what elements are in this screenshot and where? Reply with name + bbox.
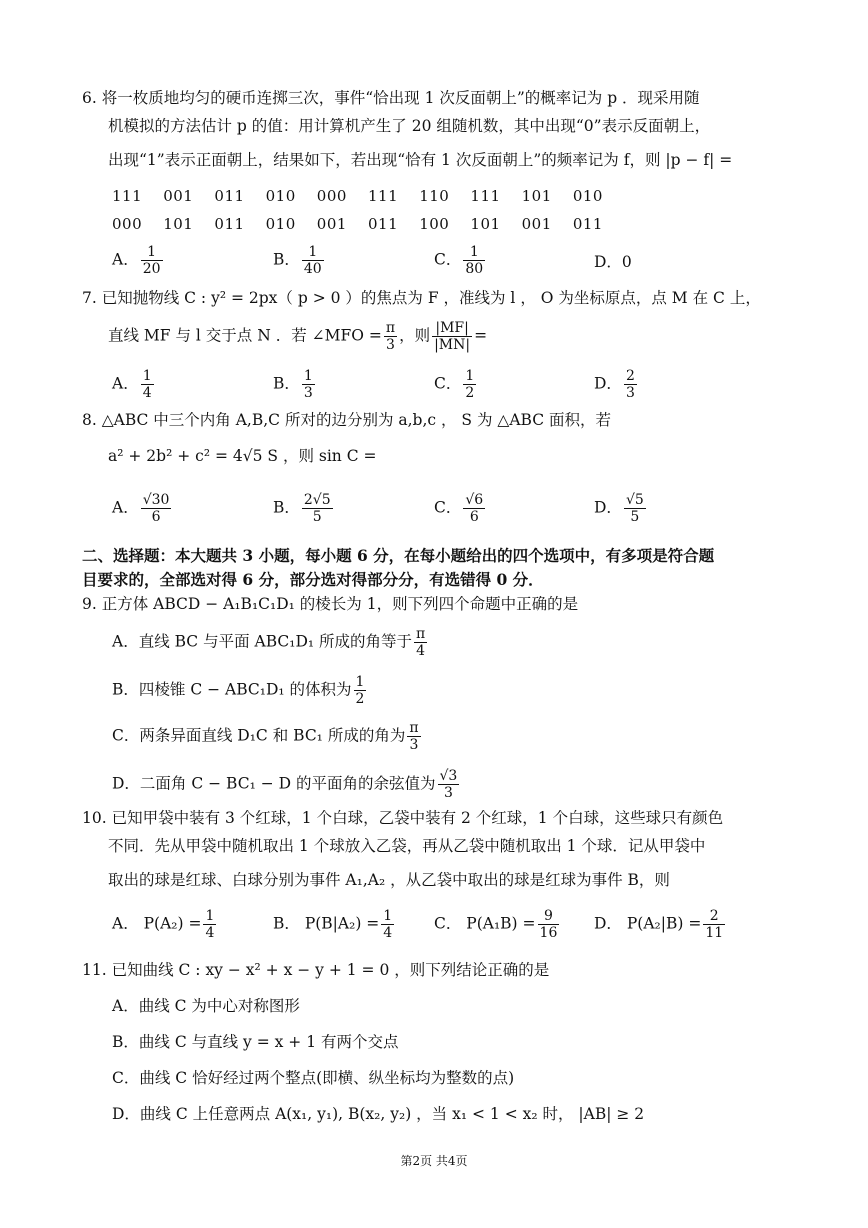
q8-option-d: D． $\frac{√5}{5}$ (594, 492, 644, 525)
q9-line1: 9. 正方体 ABCD − A₁B₁C₁D₁ 的棱长为 1，则下列四个命题中正确的是 (82, 595, 579, 613)
fraction: $\frac{\pi}{3}$ (385, 320, 396, 353)
q11-option-c: C．曲线 C 恰好经过两个整点(即横、纵坐标均为整数的点) (112, 1069, 515, 1087)
q10-option-a: A． P(A₂) = $\frac{1}{4}$ (112, 908, 215, 941)
q9-option-d: D．二面角 C − BC₁ − D 的平面角的余弦值为 $\frac{√3}{3}$ (112, 768, 458, 801)
q10-line2: 不同．先从甲袋中随机取出 1 个球放入乙袋，再从乙袋中随机取出 1 个球．记从甲袋中 (108, 837, 706, 855)
q10-option-d: D． P(A₂|B) = $\frac{2}{11}$ (594, 908, 724, 941)
q6-line3: 出现“1”表示正面朝上，结果如下，若出现“恰有 1 次反面朝上”的频率记为 f，则 |p − f| = (108, 151, 733, 169)
q10-line1: 10. 已知甲袋中装有 3 个红球，1 个白球，乙袋中装有 2 个红球，1 个白球，这些球只有颜色 (82, 809, 724, 827)
fraction: $\frac{1}{2}$ (355, 674, 365, 707)
q6-option-c (434, 244, 487, 277)
fraction: $\frac{2}{11}$ (705, 908, 724, 941)
q9-option-a: A．直线 BC 与平面 ABC₁D₁ 所成的角等于 $\frac{\pi}{4}$ (112, 626, 426, 659)
fraction: $\frac{2√5}{5}$ (303, 492, 331, 525)
q7-option-b: B． $\frac{1}{3}$ (273, 368, 313, 401)
fraction: $\frac{√6}{6}$ (465, 492, 484, 525)
q6-option-d: D．0 (594, 253, 632, 271)
option-label: B． (273, 250, 300, 269)
q7-line2: 直线 MF 与 l 交于点 N ．若 ∠MFO = $\frac{\pi}{3}$ ，则 $\frac{|MF|}{|MN|}$ = (108, 320, 488, 353)
fraction: $\frac{2}{3}$ (625, 368, 635, 401)
q6-random-row2: 000 101 011 010 001 011 100 101 001 011 (112, 215, 603, 233)
q10-option-c: C． P(A₁B) = $\frac{9}{16}$ (434, 908, 558, 941)
q11-option-d: D．曲线 C 上任意两点 A(x₁, y₁), B(x₂, y₂) ，当 x₁ < 1 < x₂ 时， |AB| ≥ 2 (112, 1105, 645, 1123)
q7-line1: 7. 已知抛物线 C : y² = 2px（ p > 0 ）的焦点为 F ，准线为 l ， O 为坐标原点，点 M 在 C 上， (82, 289, 761, 307)
q6-line2: 机模拟的方法估计 p 的值：用计算机产生了 20 组随机数，其中出现“0”表示反面朝上， (108, 117, 711, 135)
fraction: $\frac{√5}{5}$ (625, 492, 644, 525)
fraction: $\frac{\pi}{4}$ (416, 626, 426, 659)
q7-option-d: D． $\frac{2}{3}$ (594, 368, 635, 401)
q11-option-b: B．曲线 C 与直线 y = x + 1 有两个交点 (112, 1033, 399, 1051)
q8-option-a: A． $\frac{√30}{6}$ (112, 492, 170, 525)
fraction: $\frac{1}{20}$ (142, 244, 161, 277)
q6-line1: 6. 将一枚质地均匀的硬币连掷三次，事件“恰出现 1 次反面朝上”的概率记为 p ．现采用随 (82, 89, 700, 107)
q11-option-a: A．曲线 C 为中心对称图形 (112, 997, 300, 1015)
q11-line1: 11. 已知曲线 C : xy − x² + x − y + 1 = 0 ，则下列结论正确的是 (82, 961, 550, 979)
fraction: $\frac{1}{3}$ (303, 368, 313, 401)
fraction: $\frac{|MF|}{|MN|}$ (434, 320, 471, 353)
page-number: 第2页 共4页 (400, 1154, 468, 1168)
q6-random-row1: 111 001 011 010 000 111 110 111 101 010 (112, 187, 603, 205)
q7-option-c: C． $\frac{1}{2}$ (434, 368, 475, 401)
fraction: $\frac{1}{4}$ (142, 368, 152, 401)
fraction: $\frac{1}{40}$ (303, 244, 322, 277)
fraction: $\frac{9}{16}$ (539, 908, 558, 941)
q8-option-c: C． $\frac{√6}{6}$ (434, 492, 484, 525)
fraction: $\frac{1}{80}$ (465, 244, 484, 277)
option-label: C． (434, 250, 462, 269)
fraction: $\frac{1}{4}$ (205, 908, 215, 941)
fraction: $\frac{√3}{3}$ (439, 768, 458, 801)
section2-heading-line1: 二、选择题：本大题共 3 小题，每小题 6 分，在每小题给出的四个选项中，有多项是符合题 (82, 546, 715, 565)
fraction: $\frac{1}{2}$ (465, 368, 475, 401)
q6-option-b (273, 244, 326, 277)
fraction: $\frac{\pi}{3}$ (409, 720, 419, 753)
option-label: A． (112, 250, 139, 269)
q8-line1: 8. △ABC 中三个内角 A,B,C 所对的边分别为 a,b,c ， S 为 △ABC 面积，若 (82, 411, 611, 429)
q7-option-a: A． $\frac{1}{4}$ (112, 368, 152, 401)
q9-option-b: B．四棱锥 C − ABC₁D₁ 的体积为 $\frac{1}{2}$ (112, 674, 365, 707)
q8-line2: a² + 2b² + c² = 4√5 S ，则 sin C = (108, 447, 377, 465)
fraction: $\frac{√30}{6}$ (142, 492, 170, 525)
q9-option-c: C．两条异面直线 D₁C 和 BC₁ 所成的角为 $\frac{\pi}{3}$ (112, 720, 419, 753)
fraction: $\frac{1}{4}$ (383, 908, 393, 941)
q6-option-a (112, 244, 165, 277)
q10-option-b: B． P(B|A₂) = $\frac{1}{4}$ (273, 908, 393, 941)
q8-option-b: B． $\frac{2√5}{5}$ (273, 492, 331, 525)
q10-line3: 取出的球是红球、白球分别为事件 A₁,A₂ ，从乙袋中取出的球是红球为事件 B，则 (108, 871, 670, 889)
section2-heading-line2: 目要求的，全部选对得 6 分，部分选对得部分分，有选错得 0 分． (82, 570, 544, 589)
